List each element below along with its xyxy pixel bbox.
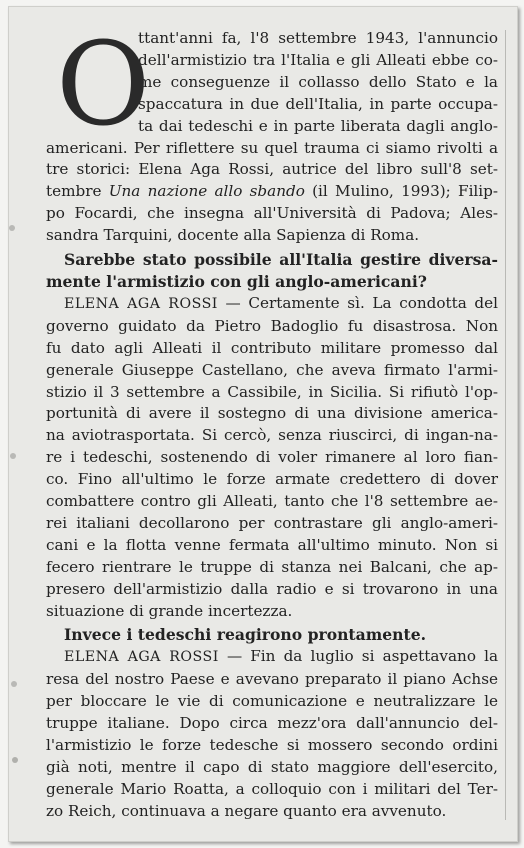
answer-2-line: generale Mario Roatta, a colloquio con i militari del Ter- bbox=[46, 779, 498, 798]
answer-2-line: per bloccare le vie di comunicazione e neutralizzare le bbox=[46, 692, 498, 711]
answer-1-line: fecero rientrare le truppe di stanza nei Balcani, che ap- bbox=[46, 557, 498, 576]
answer-1-line: ELENA AGA ROSSI — Certamente sì. La condotta del bbox=[64, 293, 498, 312]
answer-1-line: rei italiani decollarono per contrastare gli anglo-ameri- bbox=[46, 513, 498, 532]
answer-1-line: combattere contro gli Alleati, tanto che l'8 settembre ae- bbox=[46, 492, 498, 511]
answer-1-line: cani e la flotta venne fermata all'ultimo minuto. Non si bbox=[46, 535, 498, 554]
answer-1-line: governo guidato da Pietro Badoglio fu disastrosa. Non bbox=[46, 316, 498, 335]
answer-1-line: presero dell'armistizio dalla radio e si trovarono in una bbox=[46, 579, 498, 598]
answer-2-line: l'armistizio le forze tedesche si mossero secondo ordini bbox=[46, 736, 498, 754]
intro-line-book: tembre Una nazione allo sbando (il Mulino, 1993); Filip- bbox=[46, 182, 498, 201]
answer-1-line: stizio il 3 settembre a Cassibile, in Sicilia. Si rifiutò l'op- bbox=[46, 382, 498, 401]
intro-line: po Focardi, che insegna all'Università di Padova; Ales- bbox=[46, 204, 498, 223]
answer-1-line: fu dato agli Alleati il contributo militare promesso dal bbox=[46, 338, 498, 357]
answer-2-line: zo Reich, continuava a negare quanto era avvenuto. bbox=[46, 801, 447, 820]
drop-cap: O bbox=[56, 18, 151, 152]
intro-line: ttant'anni fa, l'8 settembre 1943, l'annuncio bbox=[138, 29, 498, 47]
answer-2-line: ELENA AGA ROSSI — Fin da luglio si aspettavano la bbox=[64, 647, 498, 666]
answer-1-line: generale Giuseppe Castellano, che aveva firmato l'armi- bbox=[46, 360, 498, 379]
column-edge-line bbox=[505, 30, 506, 820]
question-1-line: Sarebbe stato possibile all'Italia gestire diversa- bbox=[64, 250, 498, 270]
intro-line: sandra Tarquini, docente alla Sapienza di Roma. bbox=[46, 226, 420, 245]
answer-1-line: co. Fino all'ultimo le forze armate credettero di dover bbox=[46, 470, 498, 489]
answer-2-line: già noti, mentre il capo di stato maggiore dell'esercito, bbox=[46, 757, 498, 776]
question-1-line: mente l'armistizio con gli anglo-americani? bbox=[46, 271, 427, 291]
intro-line: spaccatura in due dell'Italia, in parte occupa- bbox=[138, 94, 498, 113]
article-body bbox=[46, 18, 498, 823]
speaker-name: ELENA AGA ROSSI bbox=[64, 295, 218, 312]
speaker-name: ELENA AGA ROSSI bbox=[64, 649, 219, 666]
answer-2-line: resa del nostro Paese e avevano preparato il piano Achse bbox=[46, 670, 498, 689]
intro-line: me conseguenze il collasso dello Stato e la bbox=[138, 72, 498, 91]
intro-line: tre storici: Elena Aga Rossi, autrice del libro sull'8 set- bbox=[46, 160, 498, 179]
intro-line: ta dai tedeschi e in parte liberata dagli anglo- bbox=[138, 116, 498, 135]
question-2-line: Invece i tedeschi reagirono prontamente. bbox=[64, 625, 427, 645]
intro-line: dell'armistizio tra l'Italia e gli Alleati ebbe co- bbox=[138, 50, 498, 69]
answer-2-line: truppe italiane. Dopo circa mezz'ora dall'annuncio del- bbox=[46, 714, 498, 733]
book-title: Una nazione allo sbando bbox=[108, 182, 305, 201]
answer-1-line: re i tedeschi, sostenendo di voler rimanere al loro fian- bbox=[46, 448, 498, 467]
answer-1-line: portunità di avere il sostegno di una divisione america- bbox=[46, 404, 498, 423]
answer-1-line: situazione di grande incertezza. bbox=[46, 601, 293, 620]
intro-line: americani. Per riflettere su quel trauma ci siamo rivolti a bbox=[46, 138, 498, 157]
answer-1-line: na aviotrasportata. Si cercò, senza riuscirci, di ingan-na- bbox=[46, 426, 498, 445]
